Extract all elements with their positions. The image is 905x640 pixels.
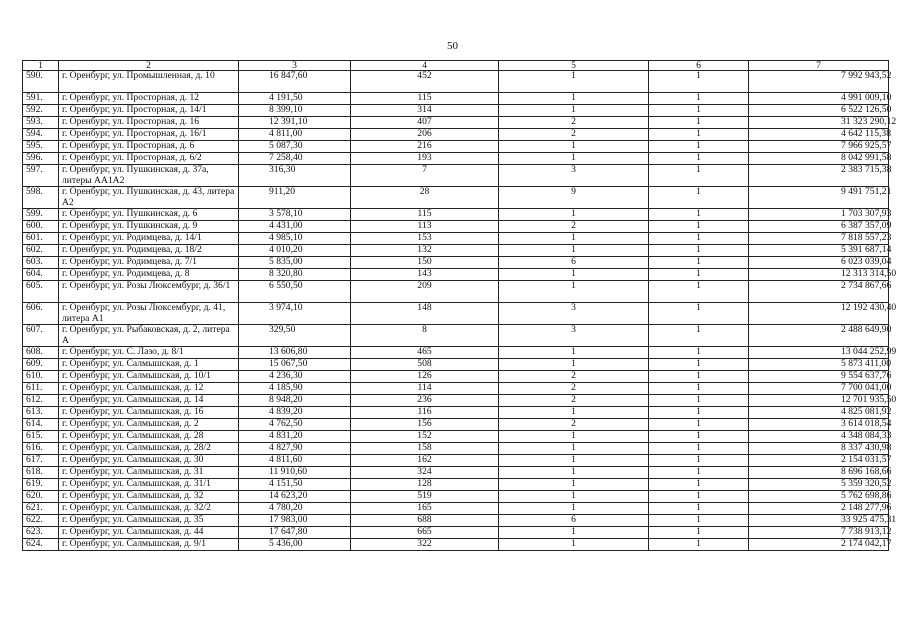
col6-cell: 1	[649, 209, 749, 221]
col5-cell: 6	[499, 515, 649, 527]
area-cell: 4 839,20	[239, 407, 351, 419]
amount-cell: 4 348 084,33	[749, 431, 889, 443]
page-number: 50	[447, 40, 458, 52]
amount-cell: 2 383 715,38	[749, 165, 889, 187]
row-number: 591.	[23, 93, 59, 105]
area-cell: 4 010,20	[239, 245, 351, 257]
table-row	[23, 93, 889, 105]
residents-cell: 7	[351, 165, 499, 187]
address-text: г. Оренбург, ул. Промышленная, д. 10	[62, 70, 215, 81]
residents-cell: 324	[351, 467, 499, 479]
table-row	[23, 539, 889, 551]
col5-cell: 1	[499, 233, 649, 245]
col6-cell: 1	[649, 165, 749, 187]
area-cell: 4 811,00	[239, 129, 351, 141]
area-cell: 911,20	[239, 187, 351, 209]
amount-cell: 12 701 935,50	[749, 395, 889, 407]
column-header: 6	[649, 61, 749, 71]
address-cell	[59, 165, 239, 187]
table-row	[23, 455, 889, 467]
area-cell: 8 948,20	[239, 395, 351, 407]
row-number: 600.	[23, 221, 59, 233]
amount-cell: 5 873 411,00	[749, 359, 889, 371]
col5-cell: 1	[499, 71, 649, 93]
col5-cell: 3	[499, 165, 649, 187]
amount-cell: 8 696 168,66	[749, 467, 889, 479]
area-cell: 4 236,30	[239, 371, 351, 383]
col6-cell: 1	[649, 491, 749, 503]
address-cell: г. Оренбург, ул. Салмышская, д. 10/1	[59, 371, 239, 383]
address-cell: г. Оренбург, ул. Салмышская, д. 31/1	[59, 479, 239, 491]
row-number: 598.	[23, 187, 59, 209]
address-cell: г. Оренбург, ул. Просторная, д. 6/2	[59, 153, 239, 165]
amount-cell: 5 359 320,52	[749, 479, 889, 491]
address-cell: г. Оренбург, ул. Салмышская, д. 9/1	[59, 539, 239, 551]
col6-cell: 1	[649, 455, 749, 467]
table-row	[23, 467, 889, 479]
table-row	[23, 209, 889, 221]
address-cell: г. Оренбург, ул. Просторная, д. 16	[59, 117, 239, 129]
address-cell: г. Оренбург, ул. Салмышская, д. 28/2	[59, 443, 239, 455]
col6-cell: 1	[649, 371, 749, 383]
residents-cell: 665	[351, 527, 499, 539]
residents-cell: 236	[351, 395, 499, 407]
area-cell: 13 606,80	[239, 347, 351, 359]
row-number: 595.	[23, 141, 59, 153]
col5-cell: 3	[499, 303, 649, 325]
amount-cell: 6 023 039,04	[749, 257, 889, 269]
table-row	[23, 141, 889, 153]
row-number: 611.	[23, 383, 59, 395]
row-number: 606.	[23, 303, 59, 325]
address-cell: г. Оренбург, ул. Салмышская, д. 44	[59, 527, 239, 539]
row-number: 601.	[23, 233, 59, 245]
residents-cell: 152	[351, 431, 499, 443]
amount-cell: 33 925 475,31	[749, 515, 889, 527]
address-cell: г. Оренбург, ул. Салмышская, д. 14	[59, 395, 239, 407]
amount-cell: 2 154 031,57	[749, 455, 889, 467]
area-cell: 7 258,40	[239, 153, 351, 165]
row-number: 621.	[23, 503, 59, 515]
col5-cell: 2	[499, 383, 649, 395]
table-row	[23, 359, 889, 371]
col6-cell: 1	[649, 443, 749, 455]
address-cell	[59, 325, 239, 347]
area-cell: 4 780,20	[239, 503, 351, 515]
table-row	[23, 281, 889, 303]
address-cell: г. Оренбург, ул. Пушкинская, д. 9	[59, 221, 239, 233]
col6-cell: 1	[649, 245, 749, 257]
amount-cell: 8 042 991,58	[749, 153, 889, 165]
row-number: 612.	[23, 395, 59, 407]
address-cell: г. Оренбург, ул. Родимцева, д. 18/2	[59, 245, 239, 257]
row-number: 596.	[23, 153, 59, 165]
col6-cell: 1	[649, 233, 749, 245]
area-cell: 17 647,80	[239, 527, 351, 539]
residents-cell: 156	[351, 419, 499, 431]
col5-cell: 1	[499, 245, 649, 257]
residents-cell: 28	[351, 187, 499, 209]
table-row	[23, 527, 889, 539]
col5-cell: 2	[499, 371, 649, 383]
col6-cell: 1	[649, 325, 749, 347]
table-body	[23, 70, 897, 551]
address-cell: г. Оренбург, ул. Салмышская, д. 28	[59, 431, 239, 443]
area-cell: 16 847,60	[239, 71, 351, 93]
address-text: г. Оренбург, ул. Рыбаковская, д. 2, литера А	[62, 324, 230, 346]
area-cell: 4 827,90	[239, 443, 351, 455]
table-row	[23, 233, 889, 245]
area-cell: 5 436,00	[239, 539, 351, 551]
amount-cell: 2 488 649,90	[749, 325, 889, 347]
area-cell: 4 811,60	[239, 455, 351, 467]
table-row	[23, 407, 889, 419]
amount-cell: 5 391 687,14	[749, 245, 889, 257]
row-number: 610.	[23, 371, 59, 383]
area-cell: 5 087,30	[239, 141, 351, 153]
address-cell: г. Оренбург, ул. Пушкинская, д. 6	[59, 209, 239, 221]
col5-cell: 1	[499, 281, 649, 303]
col5-cell: 1	[499, 105, 649, 117]
row-number: 603.	[23, 257, 59, 269]
col5-cell: 1	[499, 141, 649, 153]
address-cell	[59, 71, 239, 93]
row-number: 624.	[23, 539, 59, 551]
column-header: 1	[23, 61, 59, 71]
col6-cell: 1	[649, 383, 749, 395]
residents-cell: 8	[351, 325, 499, 347]
col6-cell: 1	[649, 407, 749, 419]
row-number: 602.	[23, 245, 59, 257]
address-cell: г. Оренбург, ул. Салмышская, д. 35	[59, 515, 239, 527]
col6-cell: 1	[649, 395, 749, 407]
col5-cell: 2	[499, 395, 649, 407]
col5-cell: 1	[499, 269, 649, 281]
col5-cell: 1	[499, 479, 649, 491]
table-row	[23, 165, 889, 187]
col6-cell: 1	[649, 303, 749, 325]
housing-registry-table	[22, 60, 897, 551]
area-cell: 4 191,50	[239, 93, 351, 105]
table-row	[23, 187, 889, 209]
area-cell: 12 391,10	[239, 117, 351, 129]
address-cell: г. Оренбург, ул. Просторная, д. 14/1	[59, 105, 239, 117]
amount-cell: 8 337 430,98	[749, 443, 889, 455]
area-cell: 5 835,00	[239, 257, 351, 269]
area-cell: 4 985,10	[239, 233, 351, 245]
col5-cell: 1	[499, 359, 649, 371]
residents-cell: 113	[351, 221, 499, 233]
row-number: 615.	[23, 431, 59, 443]
residents-cell: 209	[351, 281, 499, 303]
row-number: 605.	[23, 281, 59, 303]
row-number: 593.	[23, 117, 59, 129]
amount-cell: 6 522 126,50	[749, 105, 889, 117]
col5-cell: 1	[499, 503, 649, 515]
residents-cell: 150	[351, 257, 499, 269]
table-row	[23, 129, 889, 141]
table-row	[23, 221, 889, 233]
col5-cell: 9	[499, 187, 649, 209]
amount-cell: 5 762 698,86	[749, 491, 889, 503]
area-cell: 8 320,80	[239, 269, 351, 281]
residents-cell: 115	[351, 209, 499, 221]
amount-cell: 4 991 009,10	[749, 93, 889, 105]
column-header: 4	[351, 61, 499, 71]
table-row	[23, 443, 889, 455]
col6-cell: 1	[649, 281, 749, 303]
address-text: г. Оренбург, ул. Розы Люксембург, д. 41, литера А1	[62, 302, 226, 324]
row-number: 609.	[23, 359, 59, 371]
area-cell: 4 185,90	[239, 383, 351, 395]
address-cell: г. Оренбург, ул. Салмышская, д. 32/2	[59, 503, 239, 515]
residents-cell: 206	[351, 129, 499, 141]
residents-cell: 688	[351, 515, 499, 527]
row-number: 618.	[23, 467, 59, 479]
row-number: 614.	[23, 419, 59, 431]
table-row	[23, 383, 889, 395]
row-number: 620.	[23, 491, 59, 503]
amount-cell: 12 313 314,50	[749, 269, 889, 281]
col6-cell: 1	[649, 105, 749, 117]
amount-cell: 4 642 115,38	[749, 129, 889, 141]
area-cell: 4 151,50	[239, 479, 351, 491]
table-row	[23, 503, 889, 515]
residents-cell: 143	[351, 269, 499, 281]
area-cell: 14 623,20	[239, 491, 351, 503]
table-row	[23, 325, 889, 347]
residents-cell: 465	[351, 347, 499, 359]
amount-cell: 4 825 081,92	[749, 407, 889, 419]
col5-cell: 1	[499, 491, 649, 503]
table-row	[23, 419, 889, 431]
table-row	[23, 117, 889, 129]
table-row	[23, 347, 889, 359]
col5-cell: 1	[499, 443, 649, 455]
table-row	[23, 71, 889, 93]
col5-cell: 2	[499, 117, 649, 129]
row-number: 608.	[23, 347, 59, 359]
residents-cell: 158	[351, 443, 499, 455]
address-cell: г. Оренбург, ул. Родимцева, д. 7/1	[59, 257, 239, 269]
amount-cell: 7 738 913,12	[749, 527, 889, 539]
address-text: г. Оренбург, ул. Пушкинская, д. 43, литера А2	[62, 186, 235, 208]
row-number: 607.	[23, 325, 59, 347]
residents-cell: 153	[351, 233, 499, 245]
table-row	[23, 395, 889, 407]
amount-cell: 9 491 751,21	[749, 187, 889, 209]
amount-cell: 7 700 041,00	[749, 383, 889, 395]
area-cell: 3 974,10	[239, 303, 351, 325]
residents-cell: 132	[351, 245, 499, 257]
col6-cell: 1	[649, 71, 749, 93]
col6-cell: 1	[649, 221, 749, 233]
area-cell: 8 399,10	[239, 105, 351, 117]
address-cell: г. Оренбург, ул. С. Лазо, д. 8/1	[59, 347, 239, 359]
address-cell: г. Оренбург, ул. Родимцева, д. 8	[59, 269, 239, 281]
address-cell: г. Оренбург, ул. Просторная, д. 6	[59, 141, 239, 153]
col5-cell: 1	[499, 527, 649, 539]
residents-cell: 114	[351, 383, 499, 395]
col6-cell: 1	[649, 141, 749, 153]
residents-cell: 452	[351, 71, 499, 93]
col6-cell: 1	[649, 467, 749, 479]
address-text: г. Оренбург, ул. Розы Люксембург, д. 36/1	[62, 280, 231, 291]
row-number: 604.	[23, 269, 59, 281]
area-cell: 6 550,50	[239, 281, 351, 303]
col5-cell: 2	[499, 221, 649, 233]
amount-cell: 9 554 637,76	[749, 371, 889, 383]
column-header: 3	[239, 61, 351, 71]
residents-cell: 148	[351, 303, 499, 325]
residents-cell: 165	[351, 503, 499, 515]
amount-cell: 2 148 277,96	[749, 503, 889, 515]
residents-cell: 508	[351, 359, 499, 371]
column-header: 5	[499, 61, 649, 71]
col6-cell: 1	[649, 347, 749, 359]
row-number: 592.	[23, 105, 59, 117]
amount-cell: 6 387 357,09	[749, 221, 889, 233]
residents-cell: 322	[351, 539, 499, 551]
amount-cell: 3 614 018,54	[749, 419, 889, 431]
col5-cell: 1	[499, 467, 649, 479]
col6-cell: 1	[649, 419, 749, 431]
amount-cell: 31 323 290,12	[749, 117, 889, 129]
table-row	[23, 371, 889, 383]
col6-cell: 1	[649, 539, 749, 551]
col5-cell: 2	[499, 129, 649, 141]
table-row	[23, 105, 889, 117]
col5-cell: 1	[499, 407, 649, 419]
table-row	[23, 479, 889, 491]
col6-cell: 1	[649, 515, 749, 527]
area-cell: 329,50	[239, 325, 351, 347]
row-number: 590.	[23, 71, 59, 93]
row-number: 597.	[23, 165, 59, 187]
residents-cell: 216	[351, 141, 499, 153]
amount-cell: 2 734 867,66	[749, 281, 889, 303]
address-cell: г. Оренбург, ул. Салмышская, д. 12	[59, 383, 239, 395]
col5-cell: 1	[499, 347, 649, 359]
amount-cell: 12 192 430,40	[749, 303, 889, 325]
col5-cell: 1	[499, 431, 649, 443]
col6-cell: 1	[649, 117, 749, 129]
col6-cell: 1	[649, 527, 749, 539]
row-number: 623.	[23, 527, 59, 539]
row-number: 594.	[23, 129, 59, 141]
table-row	[23, 257, 889, 269]
address-cell: г. Оренбург, ул. Просторная, д. 16/1	[59, 129, 239, 141]
col6-cell: 1	[649, 479, 749, 491]
area-cell: 4 762,50	[239, 419, 351, 431]
address-cell	[59, 187, 239, 209]
row-number: 616.	[23, 443, 59, 455]
row-number: 619.	[23, 479, 59, 491]
col5-cell: 3	[499, 325, 649, 347]
table-row	[23, 491, 889, 503]
address-cell	[59, 281, 239, 303]
area-cell: 4 831,20	[239, 431, 351, 443]
column-header: 2	[59, 61, 239, 71]
row-number: 599.	[23, 209, 59, 221]
col6-cell: 1	[649, 93, 749, 105]
amount-cell: 2 174 042,17	[749, 539, 889, 551]
col6-cell: 1	[649, 503, 749, 515]
residents-cell: 128	[351, 479, 499, 491]
table-header-row	[23, 61, 889, 71]
residents-cell: 193	[351, 153, 499, 165]
col5-cell: 1	[499, 539, 649, 551]
residents-cell: 519	[351, 491, 499, 503]
address-text: г. Оренбург, ул. Пушкинская, д. 37а, литеры АА1А2	[62, 164, 209, 186]
residents-cell: 407	[351, 117, 499, 129]
col6-cell: 1	[649, 257, 749, 269]
col5-cell: 1	[499, 209, 649, 221]
table-row	[23, 303, 889, 325]
col5-cell: 1	[499, 153, 649, 165]
residents-cell: 116	[351, 407, 499, 419]
address-cell: г. Оренбург, ул. Салмышская, д. 30	[59, 455, 239, 467]
address-cell: г. Оренбург, ул. Салмышская, д. 2	[59, 419, 239, 431]
area-cell: 11 910,60	[239, 467, 351, 479]
col5-cell: 6	[499, 257, 649, 269]
address-cell: г. Оренбург, ул. Салмышская, д. 1	[59, 359, 239, 371]
address-cell: г. Оренбург, ул. Просторная, д. 12	[59, 93, 239, 105]
table-row	[23, 269, 889, 281]
table-row	[23, 431, 889, 443]
col6-cell: 1	[649, 359, 749, 371]
row-number: 622.	[23, 515, 59, 527]
address-cell	[59, 303, 239, 325]
residents-cell: 314	[351, 105, 499, 117]
col5-cell: 1	[499, 455, 649, 467]
residents-cell: 115	[351, 93, 499, 105]
table-row	[23, 245, 889, 257]
residents-cell: 162	[351, 455, 499, 467]
amount-cell: 1 703 307,93	[749, 209, 889, 221]
amount-cell: 7 992 943,52	[749, 71, 889, 93]
row-number: 617.	[23, 455, 59, 467]
area-cell: 17 983,00	[239, 515, 351, 527]
amount-cell: 13 044 252,99	[749, 347, 889, 359]
area-cell: 3 578,10	[239, 209, 351, 221]
table-row	[23, 153, 889, 165]
address-cell: г. Оренбург, ул. Салмышская, д. 32	[59, 491, 239, 503]
row-number: 613.	[23, 407, 59, 419]
address-cell: г. Оренбург, ул. Салмышская, д. 16	[59, 407, 239, 419]
residents-cell: 126	[351, 371, 499, 383]
area-cell: 316,30	[239, 165, 351, 187]
amount-cell: 7 818 557,23	[749, 233, 889, 245]
column-header: 7	[749, 61, 889, 71]
col5-cell: 2	[499, 419, 649, 431]
address-cell: г. Оренбург, ул. Салмышская, д. 31	[59, 467, 239, 479]
area-cell: 4 431,00	[239, 221, 351, 233]
col6-cell: 1	[649, 431, 749, 443]
col6-cell: 1	[649, 187, 749, 209]
col6-cell: 1	[649, 153, 749, 165]
col5-cell: 1	[499, 93, 649, 105]
area-cell: 15 067,50	[239, 359, 351, 371]
address-cell: г. Оренбург, ул. Родимцева, д. 14/1	[59, 233, 239, 245]
amount-cell: 7 966 925,57	[749, 141, 889, 153]
table-row	[23, 515, 889, 527]
col6-cell: 1	[649, 129, 749, 141]
col6-cell: 1	[649, 269, 749, 281]
